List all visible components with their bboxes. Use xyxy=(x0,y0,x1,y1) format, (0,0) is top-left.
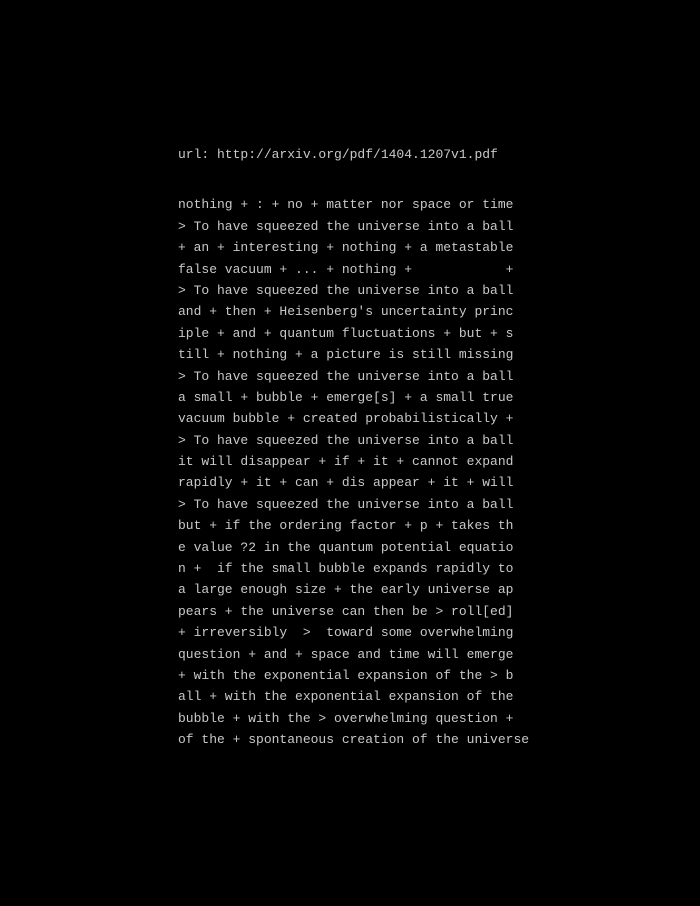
poem-line: nothing + : + no + matter nor space or time xyxy=(178,197,514,213)
poem-line: vacuum bubble + created probabilistically + xyxy=(178,411,514,427)
poem-line: > To have squeezed the universe into a ball xyxy=(178,218,514,234)
poem-line: all + with the exponential expansion of the xyxy=(178,689,514,705)
poem-body xyxy=(178,194,678,750)
poem-line: n + if the small bubble expands rapidly to xyxy=(178,561,514,577)
text-block xyxy=(178,144,678,751)
poem-line: iple + and + quantum fluctuations + but + s xyxy=(178,325,514,341)
poem-line: + an + interesting + nothing + a metastable xyxy=(178,240,514,256)
poem-line: pears + the universe can then be > roll[ed] xyxy=(178,603,514,619)
poem-line: > To have squeezed the universe into a ball xyxy=(178,496,514,512)
poem-line: + irreversibly > toward some overwhelming xyxy=(178,625,514,641)
poem-line: question + and + space and time will emerge xyxy=(178,646,514,662)
poem-line: of the + spontaneous creation of the universe xyxy=(178,732,530,748)
poem-line: > To have squeezed the universe into a ball xyxy=(178,368,514,384)
poem-line: till + nothing + a picture is still missing xyxy=(178,347,514,363)
poem-line: a small + bubble + emerge[s] + a small true xyxy=(178,389,514,405)
poem-line: + with the exponential expansion of the > b xyxy=(178,667,514,683)
poem-line: e value ?2 in the quantum potential equatio xyxy=(178,539,514,555)
poem-line: it will disappear + if + it + cannot expand xyxy=(178,454,514,470)
poem-line: > To have squeezed the universe into a ball xyxy=(178,282,514,298)
poem-line: and + then + Heisenberg's uncertainty princ xyxy=(178,304,514,320)
poem-line: rapidly + it + can + dis appear + it + will xyxy=(178,475,514,491)
poem-line: false vacuum + ... + nothing + + xyxy=(178,261,514,277)
blank-spacer xyxy=(178,165,678,194)
source-url-line: url: http://arxiv.org/pdf/1404.1207v1.pdf xyxy=(178,147,498,162)
poem-line: but + if the ordering factor + p + takes th xyxy=(178,518,514,534)
poem-line: > To have squeezed the universe into a ball xyxy=(178,432,514,448)
poem-line: a large enough size + the early universe ap xyxy=(178,582,514,598)
poem-line: bubble + with the > overwhelming question + xyxy=(178,710,514,726)
